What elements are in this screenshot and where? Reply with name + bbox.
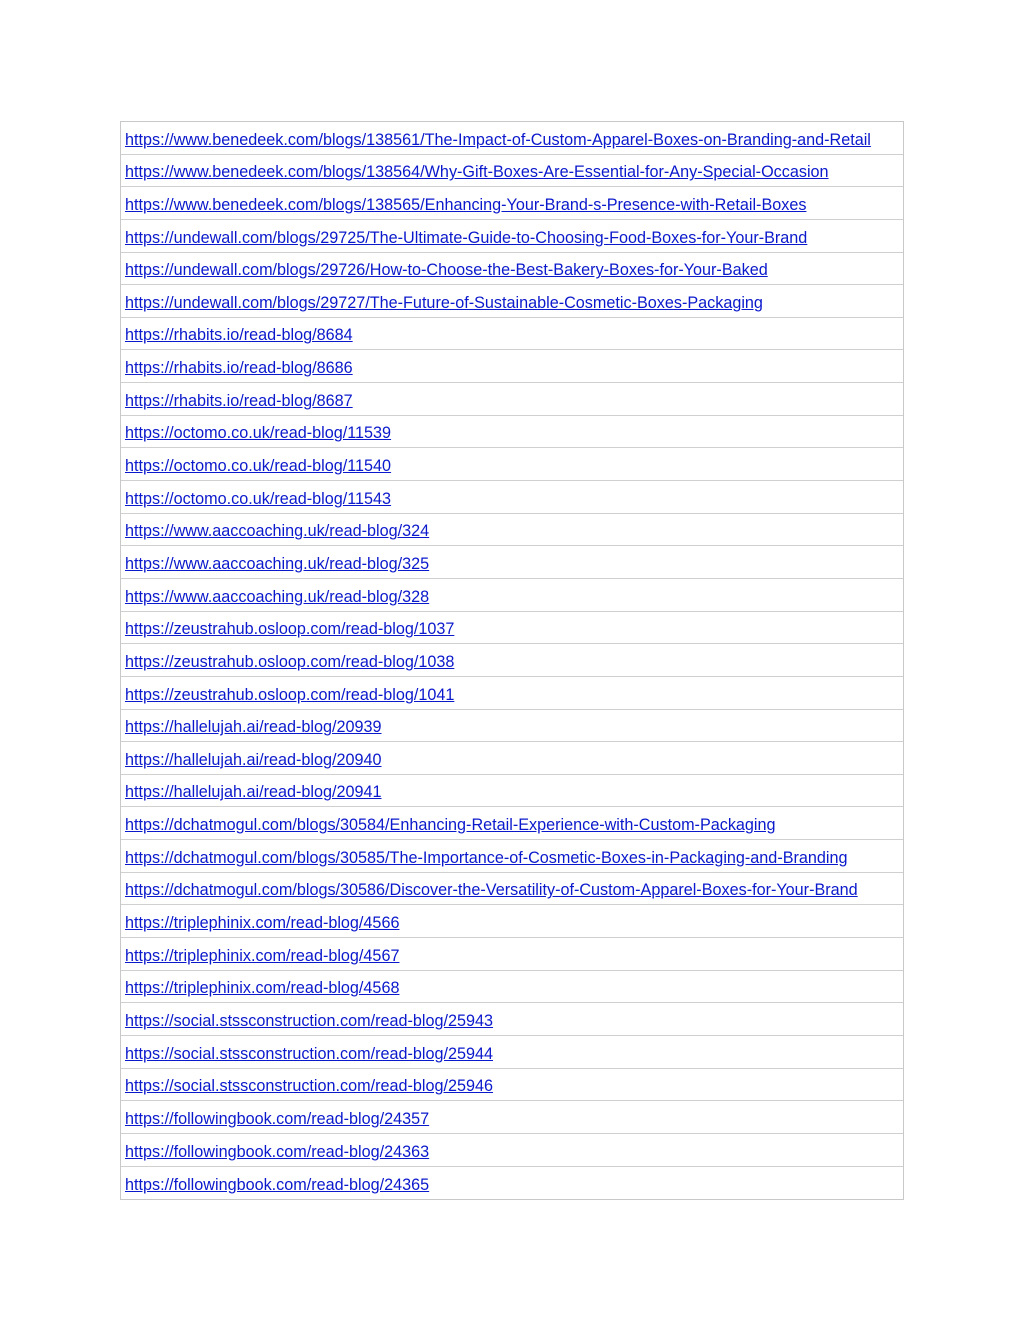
table-row bbox=[121, 448, 903, 481]
table-row bbox=[121, 546, 903, 579]
blog-link[interactable]: https://zeustrahub.osloop.com/read-blog/1037 bbox=[125, 620, 455, 639]
blog-link[interactable]: https://rhabits.io/read-blog/8687 bbox=[125, 391, 353, 410]
blog-link[interactable]: https://dchatmogul.com/blogs/30586/Discover-the-Versatility-of-Custom-Apparel-Boxes-for-Your-Brand bbox=[125, 881, 858, 900]
blog-link[interactable]: https://hallelujah.ai/read-blog/20939 bbox=[125, 718, 382, 737]
blog-link[interactable]: https://octomo.co.uk/read-blog/11543 bbox=[125, 489, 392, 508]
blog-link[interactable]: https://undewall.com/blogs/29727/The-Future-of-Sustainable-Cosmetic-Boxes-Packaging bbox=[125, 293, 763, 312]
table-row bbox=[121, 187, 903, 220]
table-row bbox=[121, 285, 903, 318]
table-row bbox=[121, 383, 903, 416]
table-row bbox=[121, 612, 903, 645]
table-row bbox=[121, 742, 903, 775]
table-row bbox=[121, 971, 903, 1004]
table-row bbox=[121, 579, 903, 612]
blog-link[interactable]: https://hallelujah.ai/read-blog/20941 bbox=[125, 783, 382, 802]
blog-link[interactable]: https://www.benedeek.com/blogs/138564/Why-Gift-Boxes-Are-Essential-for-Any-Special-Occasion bbox=[125, 163, 829, 182]
table-row bbox=[121, 840, 903, 873]
blog-link[interactable]: https://triplephinix.com/read-blog/4566 bbox=[125, 914, 400, 933]
link-table bbox=[120, 121, 904, 1200]
table-row bbox=[121, 644, 903, 677]
blog-link[interactable]: https://www.aaccoaching.uk/read-blog/325 bbox=[125, 554, 430, 573]
table-row bbox=[121, 1003, 903, 1036]
blog-link[interactable]: https://social.stssconstruction.com/read-blog/25944 bbox=[125, 1044, 494, 1063]
table-row bbox=[121, 807, 903, 840]
blog-link[interactable]: https://rhabits.io/read-blog/8684 bbox=[125, 326, 353, 345]
blog-link[interactable]: https://social.stssconstruction.com/read-blog/25946 bbox=[125, 1077, 494, 1096]
blog-link[interactable]: https://www.benedeek.com/blogs/138565/Enhancing-Your-Brand-s-Presence-with-Retail-Boxes bbox=[125, 195, 807, 214]
blog-link[interactable]: https://followingbook.com/read-blog/24363 bbox=[125, 1142, 430, 1161]
blog-link[interactable]: https://www.aaccoaching.uk/read-blog/324 bbox=[125, 522, 430, 541]
table-row bbox=[121, 220, 903, 253]
blog-link[interactable]: https://www.aaccoaching.uk/read-blog/328 bbox=[125, 587, 430, 606]
blog-link[interactable]: https://octomo.co.uk/read-blog/11540 bbox=[125, 457, 392, 476]
table-row bbox=[121, 677, 903, 710]
table-row bbox=[121, 481, 903, 514]
table-row bbox=[121, 416, 903, 449]
blog-link[interactable]: https://undewall.com/blogs/29725/The-Ultimate-Guide-to-Choosing-Food-Boxes-for-Your-Brand bbox=[125, 228, 808, 247]
table-row bbox=[121, 938, 903, 971]
table-row bbox=[121, 905, 903, 938]
table-row bbox=[121, 155, 903, 188]
table-row bbox=[121, 1167, 903, 1200]
table-row bbox=[121, 318, 903, 351]
blog-link[interactable]: https://octomo.co.uk/read-blog/11539 bbox=[125, 424, 392, 443]
blog-link[interactable]: https://followingbook.com/read-blog/24357 bbox=[125, 1109, 430, 1128]
blog-link[interactable]: https://dchatmogul.com/blogs/30584/Enhancing-Retail-Experience-with-Custom-Packaging bbox=[125, 816, 776, 835]
table-row bbox=[121, 710, 903, 743]
blog-link[interactable]: https://triplephinix.com/read-blog/4567 bbox=[125, 946, 400, 965]
blog-link[interactable]: https://social.stssconstruction.com/read-blog/25943 bbox=[125, 1011, 494, 1030]
blog-link[interactable]: https://dchatmogul.com/blogs/30585/The-Importance-of-Cosmetic-Boxes-in-Packaging-and-Branding bbox=[125, 848, 848, 867]
table-row bbox=[121, 1101, 903, 1134]
blog-link[interactable]: https://www.benedeek.com/blogs/138561/The-Impact-of-Custom-Apparel-Boxes-on-Branding-and-Retail bbox=[125, 130, 871, 149]
table-row bbox=[121, 775, 903, 808]
blog-link[interactable]: https://triplephinix.com/read-blog/4568 bbox=[125, 979, 400, 998]
blog-link[interactable]: https://undewall.com/blogs/29726/How-to-Choose-the-Best-Bakery-Boxes-for-Your-Baked bbox=[125, 261, 768, 280]
blog-link[interactable]: https://rhabits.io/read-blog/8686 bbox=[125, 359, 353, 378]
table-row bbox=[121, 873, 903, 906]
table-row bbox=[121, 1134, 903, 1167]
table-row bbox=[121, 1069, 903, 1102]
blog-link[interactable]: https://hallelujah.ai/read-blog/20940 bbox=[125, 750, 382, 769]
blog-link[interactable]: https://followingbook.com/read-blog/24365 bbox=[125, 1176, 430, 1195]
table-row bbox=[121, 514, 903, 547]
blog-link[interactable]: https://zeustrahub.osloop.com/read-blog/1041 bbox=[125, 685, 455, 704]
blog-link[interactable]: https://zeustrahub.osloop.com/read-blog/1038 bbox=[125, 652, 455, 671]
table-row bbox=[121, 1036, 903, 1069]
table-row bbox=[121, 350, 903, 383]
table-row bbox=[121, 253, 903, 286]
table-row bbox=[121, 122, 903, 155]
